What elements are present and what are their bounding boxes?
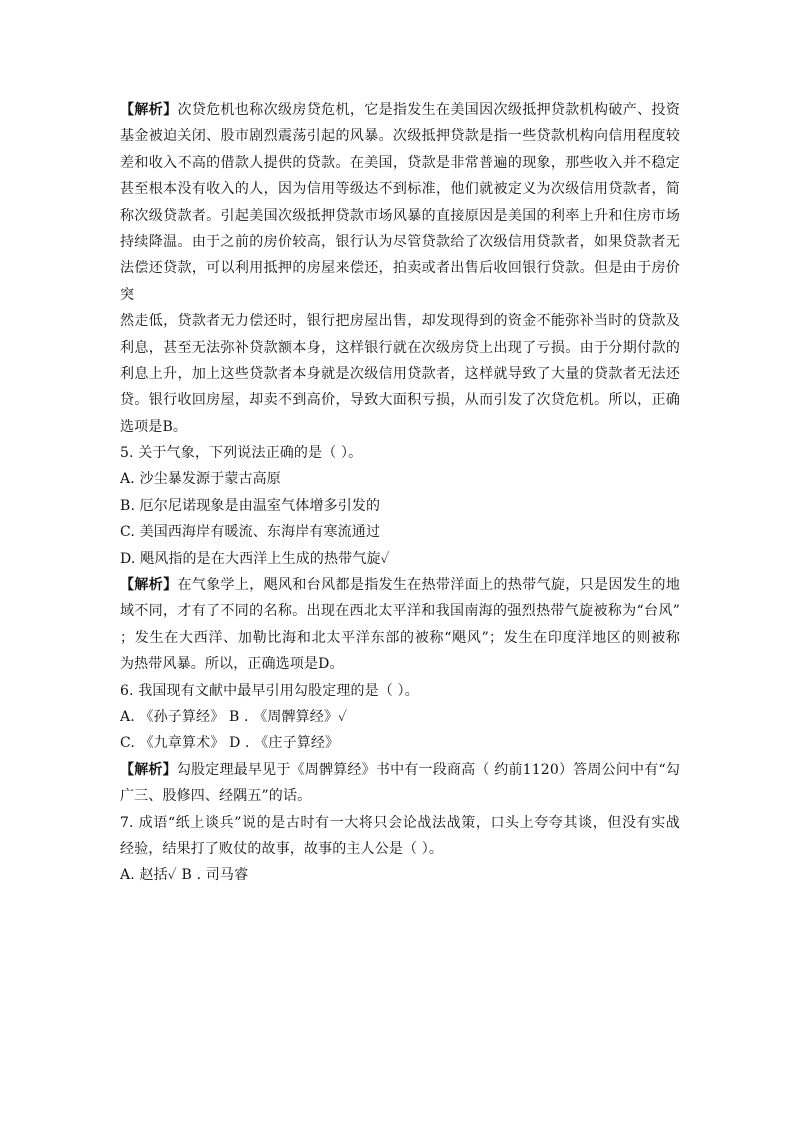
text-line <box>120 810 680 836</box>
line-text: 基金被迫关闭、股市剧烈震荡引起的风暴。次级抵押贷款是指一些贷款机构向信用程度较 <box>120 128 680 145</box>
line-text: 5. 关于气象，下列说法正确的是（ ）。 <box>120 445 363 462</box>
text-line <box>120 414 680 440</box>
text-line <box>120 150 680 176</box>
line-text: A. 赵括✓ B . 司马睿 <box>120 867 249 884</box>
text-line <box>120 97 680 123</box>
line-text: 利息上升，加上这些贷款者本身就是次级信用贷款者，这样就导致了大量的贷款者无法还 <box>120 365 680 382</box>
line-text: 贷。银行收回房屋，却卖不到高价，导致大面积亏损，从而引发了次贷危机。所以，正确 <box>120 392 680 409</box>
text-line <box>120 757 680 783</box>
text-line <box>120 387 680 413</box>
text-line <box>120 466 680 492</box>
text-line <box>120 203 680 229</box>
text-line <box>120 255 680 281</box>
text-line <box>120 625 680 651</box>
line-text: C. 美国西海岸有暖流、东海岸有寒流通过 <box>120 524 381 541</box>
line-text: 然走低，贷款者无力偿还时，银行把房屋出售，却发现得到的资金不能弥补当时的贷款及 <box>120 313 680 330</box>
line-text: 持续降温。由于之前的房价较高，银行认为尽管贷款给了次级信用贷款者，如果贷款者无 <box>120 233 680 250</box>
line-text: 域不同，才有了不同的名称。出现在西北太平洋和我国南海的强烈热带气旋被称为“台风” <box>120 603 680 620</box>
line-text: 利息，甚至无法弥补贷款额本身，这样银行就在次级房贷上出现了亏损。由于分期付款的 <box>120 339 680 356</box>
line-text: 经验，结果打了败仗的故事，故事的主人公是（ ）。 <box>120 840 444 857</box>
line-text: ；发生在大西洋、加勒比海和北太平洋东部的被称“飓风”；发生在印度洋地区的则被称 <box>120 629 680 646</box>
line-text: 6. 我国现有文献中最早引用勾股定理的是（ ）。 <box>120 682 419 699</box>
line-text: 7. 成语“纸上谈兵”说的是古时有一大将只会论战法战策，口头上夸夸其谈，但没有实战 <box>120 814 680 831</box>
text-line <box>120 651 680 677</box>
line-text: 广三、股修四、经隅五”的话。 <box>120 788 312 805</box>
text-line <box>120 678 680 704</box>
text-line <box>120 519 680 545</box>
line-text: D. 飓风指的是在大西洋上生成的热带气旋✓ <box>120 550 390 567</box>
analysis-label: 【解析】 <box>120 761 177 778</box>
text-line <box>120 704 680 730</box>
line-text: 差和收入不高的借款人提供的贷款。在美国，贷款是非常普遍的现象，那些收入并不稳定 <box>120 154 680 171</box>
text-line <box>120 335 680 361</box>
line-text: 称次级贷款者。引起美国次级抵押贷款市场风暴的直接原因是美国的利率上升和住房市场 <box>120 207 680 224</box>
line-text: 突 <box>120 286 135 303</box>
line-text: A. 沙尘暴发源于蒙古高原 <box>120 471 281 488</box>
line-text: 法偿还贷款，可以利用抵押的房屋来偿还，拍卖或者出售后收回银行贷款。但是由于房价 <box>120 260 680 277</box>
document-body <box>120 97 680 889</box>
line-text: 甚至根本没有收入的人，因为信用等级达不到标准，他们就被定义为次级信用贷款者，简 <box>120 181 680 198</box>
text-line <box>120 440 680 466</box>
text-line <box>120 598 680 624</box>
text-line <box>120 493 680 519</box>
text-line <box>120 361 680 387</box>
text-line <box>120 572 680 598</box>
text-line <box>120 783 680 809</box>
text-line <box>120 730 680 756</box>
line-text: 选项是B。 <box>120 418 188 435</box>
line-text: C. 《九章算术》 D . 《庄子算经》 <box>120 735 340 752</box>
text-line <box>120 176 680 202</box>
text-line <box>120 546 680 572</box>
line-text: 为热带风暴。所以，正确选项是D。 <box>120 656 344 673</box>
text-line <box>120 862 680 888</box>
line-text: B. 厄尔尼诺现象是由温室气体增多引发的 <box>120 497 381 514</box>
text-line <box>120 836 680 862</box>
text-line <box>120 308 680 334</box>
analysis-label: 【解析】 <box>120 577 178 594</box>
analysis-label: 【解析】 <box>120 102 178 118</box>
line-text: 在气象学上，飓风和台风都是指发生在热带洋面上的热带气旋，只是因发生的地 <box>177 577 680 594</box>
text-line <box>120 282 680 308</box>
line-text: 勾股定理最早见于《周髀算经》书中有一段商高（ 约前1120）答周公问中有“勾 <box>176 761 680 778</box>
text-line <box>120 229 680 255</box>
line-text: A. 《孙子算经》 B . 《周髀算经》✓ <box>120 708 348 725</box>
line-text: 次贷危机也称次级房贷危机，它是指发生在美国因次级抵押贷款机构破产、投资 <box>177 102 680 118</box>
text-line <box>120 123 680 149</box>
